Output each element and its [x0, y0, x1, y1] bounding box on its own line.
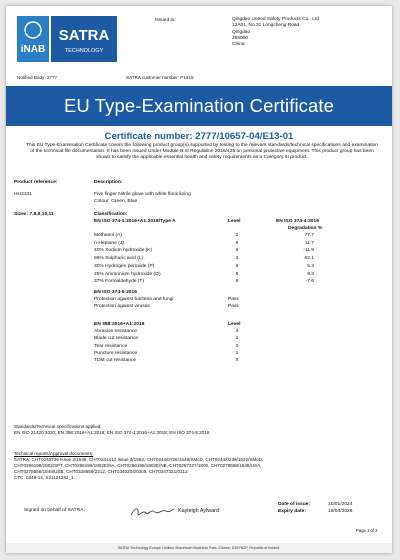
intro-paragraph: This EU Type-Examination Certificate covers the following product group(s) supported by testing to the relevant standards/technical specifications and examination of the technical file documentation. It has been issued Under Module B of Regulation 2016/425 on personal protective equipment. This product group has been shown to satisfy the applicable essential health and safety requirements as a Category III product.: [26, 143, 378, 160]
issue-date-label: Date of issue:: [278, 502, 311, 507]
chem-row-level: 6: [235, 240, 239, 246]
mech-level-header: Level: [228, 322, 241, 327]
classification-label: Classification:: [94, 212, 128, 217]
chem-row-degradation: 5.3: [307, 263, 314, 269]
mech-row-name: TDM cut resistance: [94, 358, 137, 364]
chem-row-name: Methanol (A): [94, 233, 122, 238]
satra-inab-logo: [17, 16, 117, 62]
chem-row-level: 6: [235, 263, 239, 269]
reports-line-2: CHT0266198/1802/SPT, CHT0266198/1802E/NA, CHT0266198/1802E/NB, CHT0267327/1806, CHT0278558/1848/USA,: [14, 463, 262, 468]
chem-row-name: 25% Ammonium hydroxide (O): [94, 271, 161, 277]
certificate-page: [6, 6, 392, 553]
chem-row-degradation: -11.9: [303, 248, 314, 254]
chem-row-level: 5: [235, 271, 239, 277]
product-reference: HH2101: [14, 192, 32, 197]
mech-row-name: Abrasion resistance: [94, 329, 137, 334]
signatory-name: Kayleigh Aylward: [178, 508, 219, 514]
chem-row-level: 3: [235, 256, 239, 262]
chem-row-degradation: 77.7: [304, 233, 314, 238]
degradation-standard: EN ISO 374-4:2019: [276, 219, 319, 224]
reports-line-3: CHT0278558/1848/USB, CHT0328559/2212, CHT0340204/0309, CHT0347321/0312: [14, 469, 188, 474]
svg-text:SATRA: SATRA: [58, 27, 110, 44]
svg-text:TECHNOLOGY: TECHNOLOGY: [64, 48, 104, 54]
mech-row-name: Puncture resistance: [94, 350, 138, 356]
page-number: Page 1 of 2: [356, 528, 378, 533]
chem-row-name: 30% Hydrogen peroxide (P): [94, 263, 155, 269]
micro-row-result: Pass: [228, 297, 239, 302]
chem-row-level: 6: [235, 279, 239, 285]
expiry-date: 19/04/2028: [328, 509, 353, 514]
micro-row-name: Protection against viruses: [94, 304, 150, 309]
reports-line-1: SATRA: CHT0240726 Issue 2/1549, CHT0241412 Issue 3/1553, CHT0244/0726/1549/SMcD, CHT0244/0239/1622/SMcD,: [14, 457, 264, 462]
expiry-date-label: Expiry date:: [278, 509, 306, 514]
chem-row-level: 2: [235, 233, 239, 238]
description-label: Description:: [94, 180, 123, 185]
chem-row-degradation: 62.1: [304, 256, 314, 262]
reports-label: Technical reports/Approval documents:: [14, 451, 94, 456]
signature-image: [129, 505, 175, 519]
mech-row-level: 1: [235, 336, 239, 342]
chem-row-name: 96% Sulphuric acid (L): [94, 256, 144, 262]
mech-row-name: Tear resistance: [94, 343, 128, 349]
chem-row-name: 40% Sodium hydroxide (K): [94, 248, 153, 254]
mech-row-level: X: [235, 358, 239, 364]
standards-text: EN ISO 21420:2020; EN 388:2016+A1:2018; EN ISO 374-1:2016+A1:2018; EN ISO 374-5:2016: [14, 430, 210, 435]
chem-standard: EN ISO 374-1:2016+A1:2018/Type A: [94, 219, 176, 224]
micro-standard: EN ISO 374-5:2016: [94, 290, 137, 295]
certificate-title: EU Type-Examination Certificate: [6, 86, 392, 126]
svg-text:iNAB: iNAB: [20, 44, 46, 55]
micro-row-name: Protection against bacteria and fungi: [94, 297, 174, 302]
signed-label: Signed on behalf of SATRA:: [24, 508, 85, 513]
customer-number: SATRA customer number: P1615: [126, 75, 194, 80]
description-line-2: Colour: Green, Blue: [94, 199, 138, 204]
mech-row-level: 0: [235, 343, 239, 349]
sizes: Sizes: 7,8,9,10,11: [14, 212, 54, 217]
chem-row-degradation: -7.6: [305, 279, 314, 285]
notified-body: Notified Body: 2777: [17, 75, 58, 80]
product-reference-label: Product reference:: [14, 180, 58, 185]
standards-label: Standards/Technical specifications applied:: [14, 424, 102, 429]
mech-standard: EN 388:2016+A1:2018: [94, 322, 145, 327]
chem-row-level: 6: [235, 248, 239, 254]
reports-line-4: CTC: 0349-14, S21121282_1: [14, 475, 74, 480]
issued-to-label: Issued to:: [155, 18, 176, 23]
micro-row-result: Pass: [228, 304, 239, 309]
degradation-header: Degradation %: [288, 226, 323, 231]
mech-row-name: Blade cut resistance: [94, 336, 139, 342]
mech-row-level: 1: [235, 350, 239, 356]
chem-row-degradation: 9.4: [307, 271, 314, 277]
issue-date: 10/01/2024: [328, 502, 353, 507]
chem-row-degradation: 11.7: [304, 240, 314, 246]
description-line-1: Five finger Nitrile glove with white flock lining: [94, 192, 191, 197]
issued-to-address: Qingdao Uneed Safety Products Co., Ltd 12A01, No.31 Longcheng Road Qingdao 266000 China: [232, 17, 319, 48]
chem-row-name: 37% Formaldehyde (T): [94, 279, 145, 285]
mech-row-level: 4: [235, 329, 239, 334]
footer-address: SATRA Technology Europe Limited, Bracetown Business Park, Clonee, D15YN2P, Republic of Ireland.: [6, 543, 392, 553]
certificate-number: Certificate number: 2777/10657-04/E13-01: [104, 131, 294, 142]
chem-level-header: Level: [228, 219, 241, 224]
chem-row-name: n-Heptane (J): [94, 240, 124, 246]
